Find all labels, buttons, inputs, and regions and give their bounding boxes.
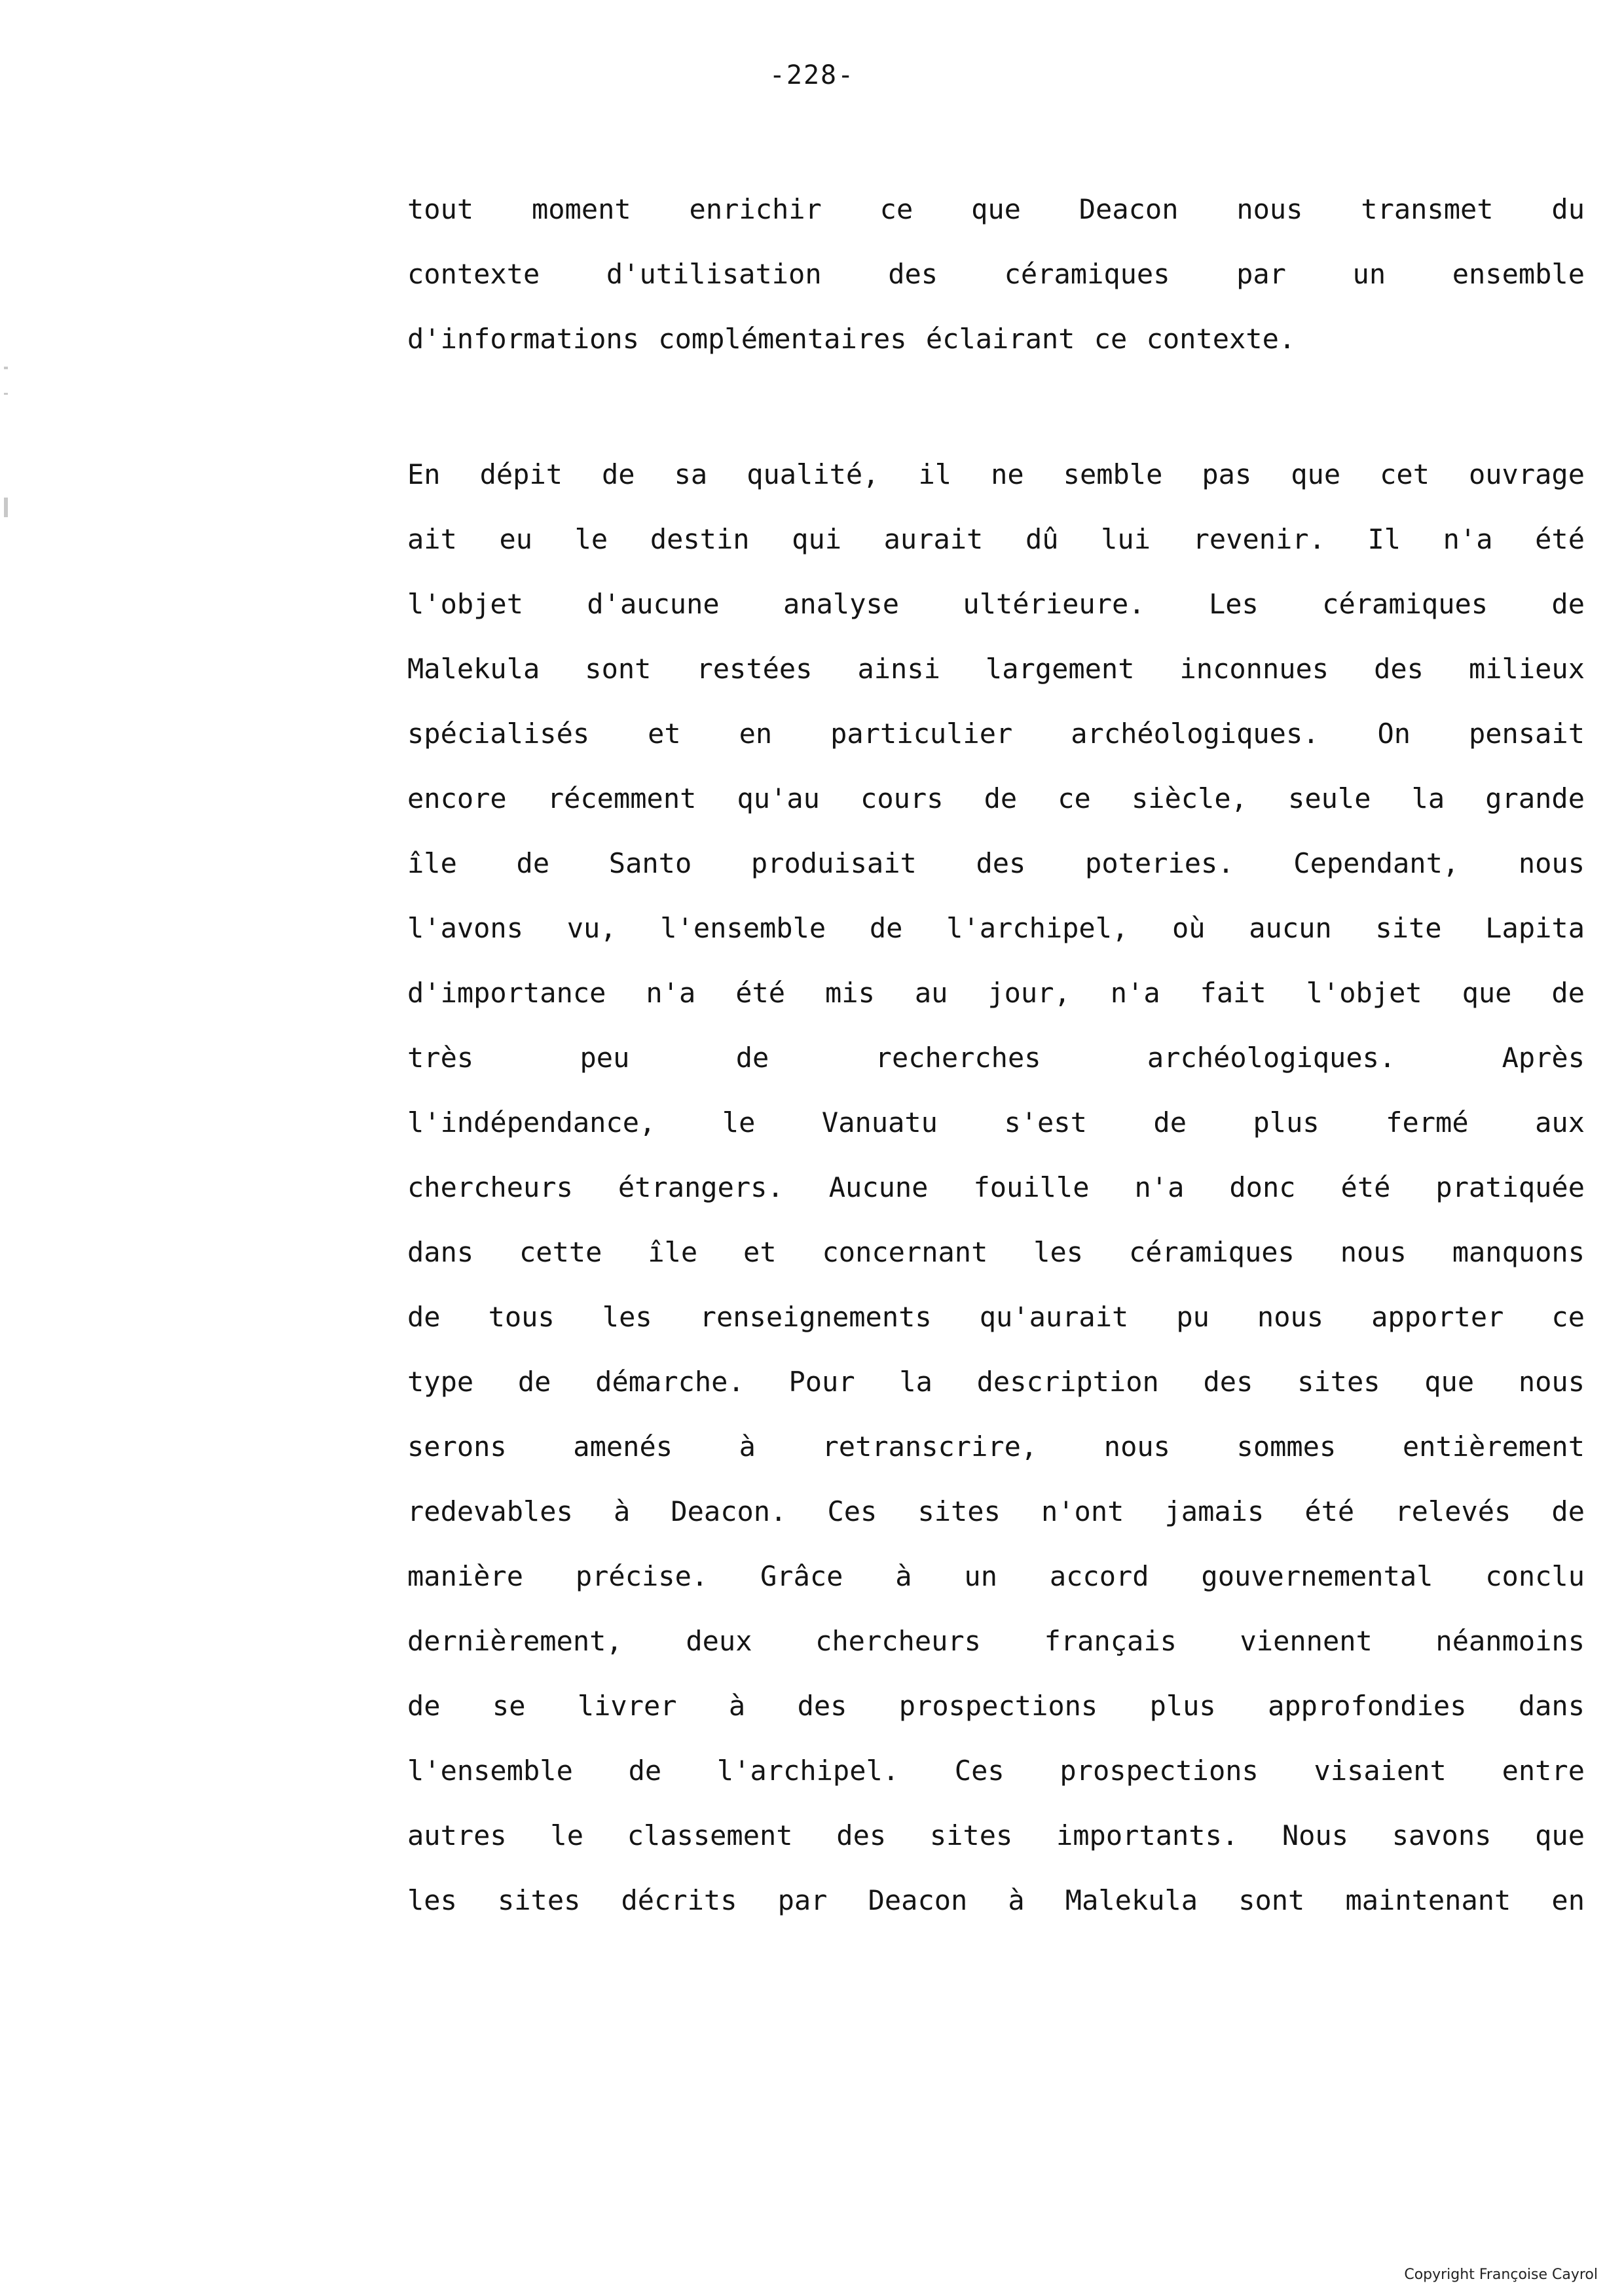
text-line: tout moment enrichir ce que Deacon nous transmet du [407, 193, 1585, 225]
text-line: l'avons vu, l'ensemble de l'archipel, où aucun site Lapita [407, 912, 1585, 944]
scan-edge-mark [4, 393, 8, 395]
text-line: encore récemment qu'au cours de ce siècle, seule la grande [407, 782, 1585, 814]
text-line: île de Santo produisait des poteries. Cependant, nous [407, 847, 1585, 879]
text-line: l'indépendance, le Vanuatu s'est de plus fermé aux [407, 1106, 1585, 1139]
text-line: d'importance n'a été mis au jour, n'a fait l'objet que de [407, 977, 1585, 1009]
scan-edge-mark [4, 498, 8, 517]
text-line: très peu de recherches archéologiques. Après [407, 1042, 1585, 1074]
text-line: d'informations complémentaires éclairant ce contexte. [407, 323, 1296, 355]
copyright-notice: Copyright Françoise Cayrol [1404, 2267, 1598, 2283]
text-line: En dépit de sa qualité, il ne semble pas que cet ouvrage [407, 458, 1585, 490]
text-line: redevables à Deacon. Ces sites n'ont jamais été relevés de [407, 1495, 1585, 1527]
text-line: l'ensemble de l'archipel. Ces prospections visaient entre [407, 1755, 1585, 1787]
paragraph-2 [407, 442, 1585, 1933]
text-line: l'objet d'aucune analyse ultérieure. Les céramiques de [407, 588, 1585, 620]
text-line: dernièrement, deux chercheurs français viennent néanmoins [407, 1625, 1585, 1657]
text-line: chercheurs étrangers. Aucune fouille n'a donc été pratiquée [407, 1171, 1585, 1203]
text-line: manière précise. Grâce à un accord gouvernemental conclu [407, 1560, 1585, 1592]
text-line: ait eu le destin qui aurait dû lui revenir. Il n'a été [407, 523, 1585, 555]
text-line: spécialisés et en particulier archéologiques. On pensait [407, 718, 1585, 750]
text-line: de tous les renseignements qu'aurait pu nous apporter ce [407, 1301, 1585, 1333]
text-line: dans cette île et concernant les céramiques nous manquons [407, 1236, 1585, 1268]
page-number: -228- [769, 60, 855, 90]
text-line: autres le classement des sites importants. Nous savons que [407, 1819, 1585, 1851]
paragraph-1 [407, 177, 1585, 371]
scan-edge-mark [4, 367, 8, 369]
text-line: type de démarche. Pour la description des sites que nous [407, 1366, 1585, 1398]
text-line: serons amenés à retranscrire, nous sommes entièrement [407, 1430, 1585, 1463]
text-line: les sites décrits par Deacon à Malekula sont maintenant en [407, 1884, 1585, 1916]
text-line: Malekula sont restées ainsi largement inconnues des milieux [407, 653, 1585, 685]
text-line: contexte d'utilisation des céramiques par un ensemble [407, 258, 1585, 290]
text-line: de se livrer à des prospections plus approfondies dans [407, 1690, 1585, 1722]
